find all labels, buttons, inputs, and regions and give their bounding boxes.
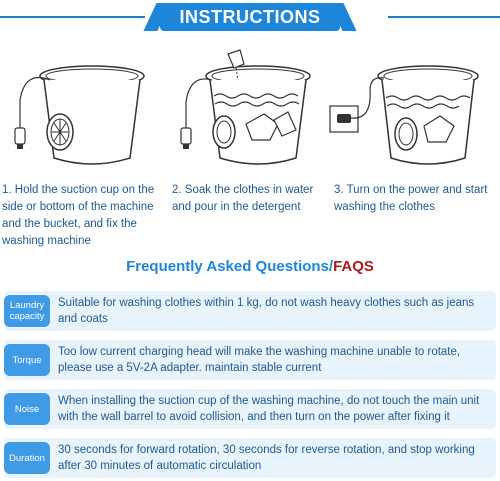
faq-heading-separator: / [328,258,334,275]
faq-answer-text: Too low current charging head will make the washing machine unable to rotate, please use a 5V-2A adapter. maintain stable current [58,346,461,374]
step1-illustration [0,40,170,175]
instructions-title: INSTRUCTIONS [160,3,340,31]
faq-row-noise [4,389,496,429]
faq-answer-text: When installing the suction cup of the washing machine, do not touch the main unit with the wall barrel to avoid collision, and then turn on the power after fixing it [58,395,480,423]
faq-label-badge: Noise [4,393,50,425]
faq-heading-faqs: FAQS [333,258,374,275]
bucket-with-washer-icon [0,40,170,175]
bucket-plugged-in-icon [328,40,498,175]
header-divider-left [0,16,145,18]
faq-heading [0,258,500,275]
faq-heading-text: Frequently Asked Questions [126,258,329,275]
step-3-text: 3. Turn on the power and start washing the clothes [334,184,488,213]
faq-row-duration [4,438,496,478]
faq-row-torque [4,340,496,380]
faq-label-badge: Duration [4,442,50,474]
step2-illustration [166,40,336,175]
step3-illustration [328,40,498,175]
faq-label-badge: Torque [4,344,50,376]
header-divider-right [388,16,500,18]
instructions-header [0,0,500,34]
faq-answer-text: Suitable for washing clothes within 1 kg, do not wash heavy clothes such as jeans and coats [58,297,475,325]
faq-answer-text: 30 seconds for forward rotation, 30 seconds for reverse rotation, and stop working after 30 minutes of automatic circulation [58,444,475,472]
step-2-text: 2. Soak the clothes in water and pour in the detergent [172,184,314,213]
bucket-with-clothes-icon [166,40,336,175]
faq-row-laundry-capacity [4,291,496,331]
faq-label-badge: Laundry capacity [4,295,50,327]
step-1-text: 1. Hold the suction cup on the side or bottom of the machine and the bucket, and fix the washing machine [2,184,155,247]
